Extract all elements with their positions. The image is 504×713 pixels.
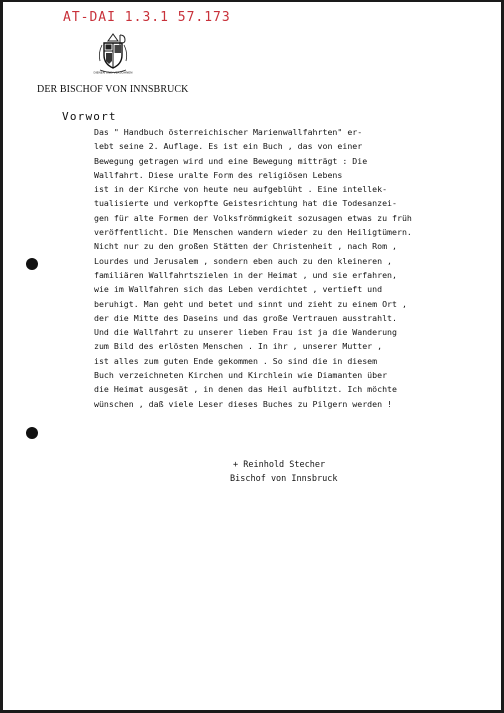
body-line: Nicht nur zu den großen Stätten der Christenheit , nach Rom , [94, 241, 397, 252]
body-line: tualisierte und verkopfte Geistesrichtung hat die Todesanzei- [94, 198, 397, 209]
body-line: ist alles zum guten Ende gekommen . So sind die in diesem [94, 355, 378, 366]
archive-reference-stamp: AT-DAI 1.3.1 57.173 [63, 10, 231, 25]
punch-hole-bottom [26, 427, 38, 439]
episcopal-coat-of-arms-icon [90, 31, 136, 77]
body-line: gen für alte Formen der Volksfrömmigkeit sozusagen etwas zu früh [94, 212, 412, 223]
body-line: Wallfahrt. Diese uralte Form des religiösen Lebens [94, 169, 343, 180]
signature-name: + Reinhold Stecher [233, 460, 326, 470]
body-line: veröffentlicht. Die Menschen wandern wieder zu den Heiligtümern. [94, 227, 412, 238]
body-line: beruhigt. Man geht und betet und sinnt und zieht zu einem Ort , [94, 298, 407, 309]
body-line: ist in der Kirche von heute neu aufgeblüht . Eine intellek- [94, 184, 388, 195]
preface-body-text [94, 125, 494, 411]
preface-heading: Vorwort [62, 110, 117, 123]
body-line: die Heimat ausgesät , in denen das Heil aufblitzt. Ich möchte [94, 384, 397, 395]
letter-page [3, 2, 501, 710]
body-line: wünschen , daß viele Leser dieses Buches zu Pilgern werden ! [94, 398, 393, 409]
punch-hole-top [26, 258, 38, 270]
body-line: der die Mitte des Daseins und das große Vertrauen ausstrahlt. [94, 312, 397, 323]
body-line: Das " Handbuch österreichischer Marienwallfahrten" er- [94, 127, 363, 137]
body-line: Buch verzeichneten Kirchen und Kirchlein wie Diamanten über [94, 370, 388, 381]
signature-title: Bischof von Innsbruck [230, 474, 338, 484]
body-line: Bewegung getragen wird und eine Bewegung mitträgt : Die [94, 155, 368, 166]
body-line: Lourdes und Jerusalem , sondern eben auch zu den kleineren , [94, 255, 393, 266]
crest-motto: DIENEN UND VERSÖHNEN [93, 70, 133, 75]
body-line: wie im Wallfahren sich das Leben verdichtet , vertieft und [94, 284, 383, 295]
body-line: lebt seine 2. Auflage. Es ist ein Buch , das von einer [94, 141, 363, 152]
body-line: zum Bild des erlösten Menschen . In ihr , unserer Mutter , [94, 341, 383, 352]
issuer-letterhead: DER BISCHOF VON INNSBRUCK [37, 84, 189, 95]
body-line: Und die Wallfahrt zu unserer lieben Frau ist ja die Wanderung [94, 327, 397, 338]
body-line: familiären Wallfahrtszielen in der Heimat , und sie erfahren, [94, 269, 397, 280]
